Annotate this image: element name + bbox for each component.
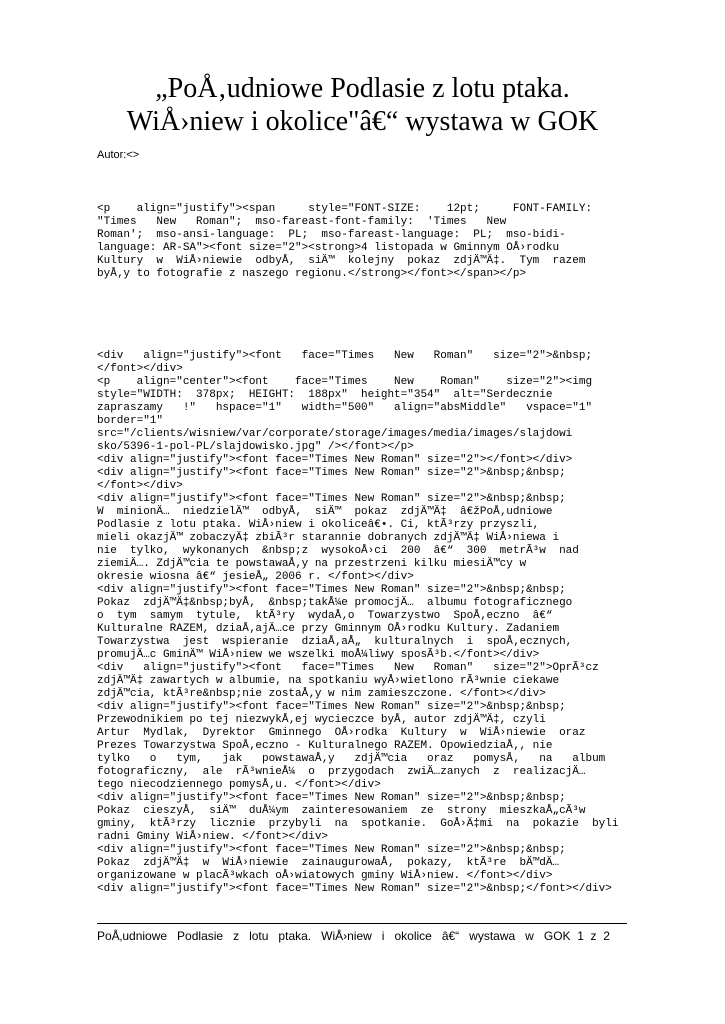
source-line: Towarzystwa jest wspieranie dziaÅ‚aÅ„ kulturalnych i spoÅ‚ecznych, — [97, 636, 573, 648]
source-line: Podlasie z lotu ptaka. WiÅ›niew i okoliceâ€•. Ci, ktÃ³rzy przyszli, — [97, 519, 540, 531]
source-line: zapraszamy !" hspace="1" width="500" align="absMiddle" vspace="1" — [97, 402, 593, 414]
source-line: "Times New Roman"; mso-fareast-font-family: 'Times New — [97, 216, 507, 228]
source-line: <div align="justify"><font face="Times New Roman" size="2">&nbsp;&nbsp; — [97, 844, 566, 856]
source-line: <p align="justify"><span style="FONT-SIZE: 12pt; FONT-FAMILY: — [97, 203, 593, 215]
source-line: organizowane w placÃ³wkach oÅ›wiatowych gminy WiÅ›niew. </font></div> — [97, 870, 553, 882]
source-line: tego niecodziennego pomysÅ‚u. </font></div> — [97, 779, 381, 791]
source-line: mieli okazjÄ™ zobaczyÄ‡ zbiÃ³r starannie dobranych zdjÄ™Ä‡ WiÅ›niewa i — [97, 532, 560, 544]
source-line: zdjÄ™cia, ktÃ³re&nbsp;nie zostaÅ‚y w nim zamieszczone. </font></div> — [97, 688, 546, 700]
source-line: tylko o tym, jak powstawaÅ‚y zdjÄ™cia oraz pomysÅ‚ na album — [97, 753, 606, 765]
source-line: <div align="justify"><font face="Times New Roman" size="2">OprÃ³cz — [97, 662, 599, 674]
source-line: byÅ‚y to fotografie z naszego regionu.</strong></font></span></p> — [97, 268, 527, 280]
page-footer: PoÅ‚udniowe Podlasie z lotu ptaka. WiÅ›niew i okolice â€“ wystawa w GOK 1 z 2 — [97, 929, 610, 943]
title-line: „PoÅ‚udniowe Podlasie z lotu ptaka. — [155, 73, 570, 104]
source-line: Roman'; mso-ansi-language: PL; mso-fareast-language: PL; mso-bidi- — [97, 229, 566, 241]
source-line: promujÄ…c GminÄ™ WiÅ›niew we wszelki moÅ¼liwy sposÃ³b.</font></div> — [97, 649, 540, 661]
document-title — [60, 72, 665, 138]
source-line: <div align="justify"><font face="Times New Roman" size="2">&nbsp;&nbsp; — [97, 467, 566, 479]
source-line: W minionÄ… niedzielÄ™ odbyÅ‚ siÄ™ pokaz zdjÄ™Ä‡ â€žPoÅ‚udniowe — [97, 506, 553, 518]
source-line: nie tylko, wykonanych &nbsp;z wysokoÅ›ci 200 â€“ 300 metrÃ³w nad — [97, 545, 579, 557]
source-line: <div align="justify"><font face="Times New Roman" size="2">&nbsp;&nbsp; — [97, 493, 566, 505]
source-line: border="1" — [97, 415, 164, 427]
source-line: Kultury w WiÅ›niewie odbyÅ‚ siÄ™ kolejny pokaz zdjÄ™Ä‡. Tym razem — [97, 255, 586, 267]
source-line: sko/5396-1-pol-PL/slajdowisko.jpg" /></font></p> — [97, 441, 414, 453]
source-line: Kulturalne RAZEM, dziaÅ‚ajÄ…ce przy Gminnym OÅ›rodku Kultury. Zadaniem — [97, 623, 560, 635]
source-line: <p align="center"><font face="Times New Roman" size="2"><img — [97, 376, 593, 388]
footer-divider — [97, 923, 627, 924]
title-line: WiÅ›niew i okolice"â€“ wystawa w GOK — [126, 106, 599, 137]
source-line: style="WIDTH: 378px; HEIGHT: 188px" height="354" alt="Serdecznie — [97, 389, 553, 401]
author-line: Autor:<> — [97, 149, 140, 161]
source-line: o tym samym tytule, ktÃ³ry wydaÅ‚o Towarzystwo SpoÅ‚eczno â€“ — [97, 610, 553, 622]
source-line: language: AR-SA"><font size="2"><strong>4 listopada w Gminnym OÅ›rodku — [97, 242, 560, 254]
source-line: src="/clients/wisniew/var/corporate/storage/images/media/images/slajdowi — [97, 428, 573, 440]
source-line: <div align="justify"><font face="Times New Roman" size="2">&nbsp;</font></div> — [97, 883, 612, 895]
source-line: Pokaz zdjÄ™Ä‡&nbsp;byÅ‚ &nbsp;takÅ¼e promocjÄ… albumu fotograficznego — [97, 597, 573, 609]
html-source-block-intro — [97, 203, 627, 281]
source-line: </font></div> — [97, 480, 183, 492]
source-line: Pokaz zdjÄ™Ä‡ w WiÅ›niewie zainaugurowaÅ‚ pokazy, ktÃ³re bÄ™dÄ… — [97, 857, 560, 869]
source-line: fotograficzny, ale rÃ³wnieÅ¼ o przygodach zwiÄ…zanych z realizacjÄ… — [97, 766, 586, 778]
source-line: </font></div> — [97, 363, 183, 375]
source-line: radni Gminy WiÅ›niew. </font></div> — [97, 831, 329, 843]
source-line: <div align="justify"><font face="Times New Roman" size="2">&nbsp;&nbsp; — [97, 792, 566, 804]
source-line: zdjÄ™Ä‡ zawartych w albumie, na spotkaniu wyÅ›wietlono rÃ³wnie ciekawe — [97, 675, 560, 687]
source-line: <div align="justify"><font face="Times New Roman" size="2">&nbsp;&nbsp; — [97, 584, 566, 596]
source-line: okresie wiosna â€“ jesieÅ„ 2006 r. </font></div> — [97, 571, 414, 583]
source-line: Pokaz cieszyÅ‚ siÄ™ duÅ¼ym zainteresowaniem ze strony mieszkaÅ„cÃ³w — [97, 805, 586, 817]
source-line: <div align="justify"><font face="Times New Roman" size="2"></font></div> — [97, 454, 573, 466]
source-line: ziemiÄ…. ZdjÄ™cia te powstawaÅ‚y na przestrzeni kilku miesiÄ™cy w — [97, 558, 527, 570]
source-line: Prezes Towarzystwa SpoÅ‚eczno - Kulturalnego RAZEM. OpowiedziaÅ‚, nie — [97, 740, 553, 752]
source-line: <div align="justify"><font face="Times New Roman" size="2">&nbsp;&nbsp; — [97, 701, 566, 713]
source-line: <div align="justify"><font face="Times New Roman" size="2">&nbsp; — [97, 350, 593, 362]
source-line: Przewodnikiem po tej niezwykÅ‚ej wycieczce byÅ‚ autor zdjÄ™Ä‡, czyli — [97, 714, 546, 726]
source-line: Artur Mydlak, Dyrektor Gminnego OÅ›rodka Kultury w WiÅ›niewie oraz — [97, 727, 586, 739]
source-line: gminy, ktÃ³rzy licznie przybyli na spotkanie. GoÅ›Ä‡mi na pokazie byli — [97, 818, 619, 830]
html-source-block-body — [97, 350, 627, 896]
